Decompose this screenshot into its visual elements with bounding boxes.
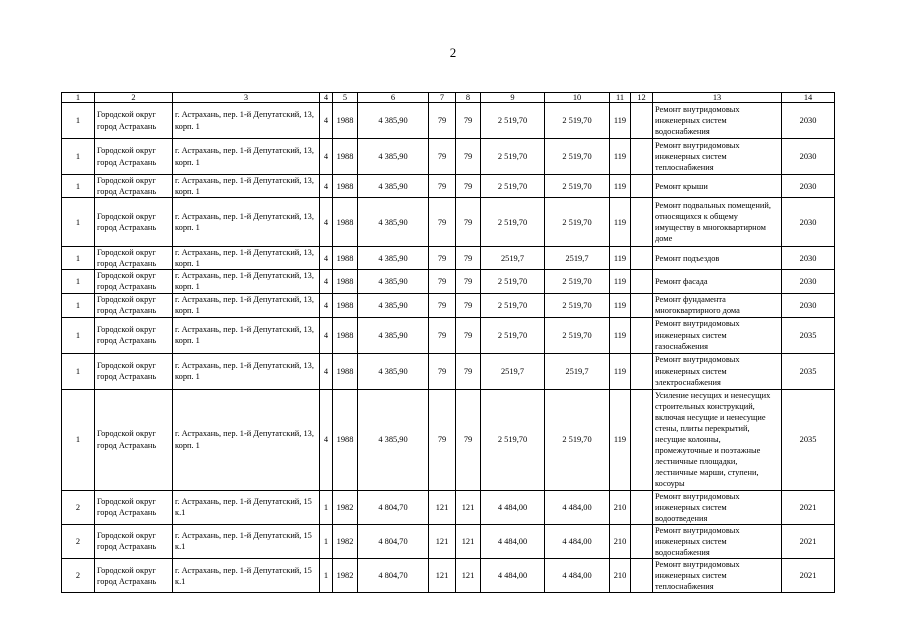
cell-floors: 1 — [320, 559, 333, 593]
cell-living-area: 2 519,70 — [481, 317, 545, 353]
cell-row-number: 1 — [62, 270, 95, 293]
cell-row-number: 1 — [62, 317, 95, 353]
cell-owners: 210 — [610, 524, 631, 558]
cell-living-area: 4 484,00 — [481, 490, 545, 524]
cell-col-12 — [631, 389, 653, 490]
cell-address: г. Астрахань, пер. 1-й Депутатский, 13, корп. 1 — [173, 317, 320, 353]
table-row — [62, 353, 835, 389]
table-header — [62, 93, 835, 103]
table-row — [62, 139, 835, 175]
cell-residents: 79 — [456, 389, 481, 490]
cell-address: г. Астрахань, пер. 1-й Депутатский, 13, корп. 1 — [173, 198, 320, 247]
cell-residents: 79 — [456, 353, 481, 389]
cell-work-type: Ремонт фундамента многоквартирного дома — [653, 293, 782, 317]
cell-floors: 4 — [320, 353, 333, 389]
cell-owners: 119 — [610, 247, 631, 270]
cell-year-planned: 2030 — [782, 175, 835, 198]
cell-total-area: 4 804,70 — [358, 559, 429, 593]
cell-year-built: 1982 — [333, 559, 358, 593]
cell-row-number: 1 — [62, 139, 95, 175]
cell-col-12 — [631, 247, 653, 270]
table-row — [62, 490, 835, 524]
column-header-13: 13 — [653, 93, 782, 103]
cell-work-type: Ремонт подъездов — [653, 247, 782, 270]
cell-premises-area: 4 484,00 — [545, 524, 610, 558]
cell-year-planned: 2030 — [782, 198, 835, 247]
cell-row-number: 1 — [62, 353, 95, 389]
cell-floors: 1 — [320, 524, 333, 558]
cell-residents: 79 — [456, 139, 481, 175]
cell-total-area: 4 385,90 — [358, 353, 429, 389]
cell-premises-area: 4 484,00 — [545, 490, 610, 524]
table-row — [62, 270, 835, 293]
cell-residents: 79 — [456, 198, 481, 247]
cell-premises-area: 2 519,70 — [545, 198, 610, 247]
cell-year-built: 1982 — [333, 524, 358, 558]
cell-municipality: Городской округ город Астрахань — [95, 317, 173, 353]
cell-total-area: 4 385,90 — [358, 389, 429, 490]
cell-residents: 79 — [456, 247, 481, 270]
table-row — [62, 247, 835, 270]
cell-address: г. Астрахань, пер. 1-й Депутатский, 13, корп. 1 — [173, 247, 320, 270]
cell-living-area: 2 519,70 — [481, 198, 545, 247]
cell-living-area: 2 519,70 — [481, 175, 545, 198]
cell-total-area: 4 385,90 — [358, 139, 429, 175]
cell-year-built: 1988 — [333, 198, 358, 247]
cell-premises-area: 2519,7 — [545, 247, 610, 270]
column-header-10: 10 — [545, 93, 610, 103]
cell-col-12 — [631, 524, 653, 558]
cell-residents: 121 — [456, 524, 481, 558]
table-row — [62, 317, 835, 353]
column-header-5: 5 — [333, 93, 358, 103]
cell-row-number: 2 — [62, 524, 95, 558]
cell-floors: 4 — [320, 317, 333, 353]
cell-year-built: 1988 — [333, 389, 358, 490]
cell-municipality: Городской округ город Астрахань — [95, 247, 173, 270]
table-row — [62, 175, 835, 198]
column-header-12: 12 — [631, 93, 653, 103]
cell-apartments: 121 — [429, 524, 456, 558]
cell-work-type: Ремонт внутридомовых инженерных систем водоснабжения — [653, 524, 782, 558]
cell-year-planned: 2021 — [782, 490, 835, 524]
cell-municipality: Городской округ город Астрахань — [95, 524, 173, 558]
cell-total-area: 4 385,90 — [358, 175, 429, 198]
cell-living-area: 2 519,70 — [481, 270, 545, 293]
cell-year-built: 1988 — [333, 103, 358, 139]
cell-total-area: 4 385,90 — [358, 270, 429, 293]
cell-living-area: 2 519,70 — [481, 293, 545, 317]
cell-owners: 119 — [610, 389, 631, 490]
column-header-8: 8 — [456, 93, 481, 103]
cell-living-area: 2 519,70 — [481, 103, 545, 139]
table-row — [62, 524, 835, 558]
cell-work-type: Ремонт внутридомовых инженерных систем водоотведения — [653, 490, 782, 524]
cell-apartments: 79 — [429, 270, 456, 293]
cell-total-area: 4 804,70 — [358, 490, 429, 524]
column-header-6: 6 — [358, 93, 429, 103]
cell-living-area: 2 519,70 — [481, 389, 545, 490]
cell-municipality: Городской округ город Астрахань — [95, 293, 173, 317]
cell-municipality: Городской округ город Астрахань — [95, 270, 173, 293]
table-row — [62, 293, 835, 317]
column-header-3: 3 — [173, 93, 320, 103]
table-row — [62, 559, 835, 593]
cell-work-type: Ремонт фасада — [653, 270, 782, 293]
cell-apartments: 79 — [429, 353, 456, 389]
cell-floors: 4 — [320, 247, 333, 270]
cell-premises-area: 2 519,70 — [545, 175, 610, 198]
cell-year-planned: 2030 — [782, 103, 835, 139]
cell-floors: 1 — [320, 490, 333, 524]
cell-work-type: Ремонт внутридомовых инженерных систем теплоснабжения — [653, 139, 782, 175]
cell-premises-area: 2 519,70 — [545, 293, 610, 317]
cell-col-12 — [631, 353, 653, 389]
cell-year-built: 1988 — [333, 247, 358, 270]
cell-year-planned: 2030 — [782, 270, 835, 293]
cell-col-12 — [631, 198, 653, 247]
cell-row-number: 2 — [62, 490, 95, 524]
cell-residents: 121 — [456, 559, 481, 593]
cell-floors: 4 — [320, 103, 333, 139]
cell-year-built: 1988 — [333, 270, 358, 293]
cell-total-area: 4 385,90 — [358, 247, 429, 270]
page-number: 2 — [449, 45, 457, 60]
cell-year-built: 1982 — [333, 490, 358, 524]
cell-municipality: Городской округ город Астрахань — [95, 389, 173, 490]
cell-owners: 210 — [610, 559, 631, 593]
cell-total-area: 4 385,90 — [358, 103, 429, 139]
cell-floors: 4 — [320, 175, 333, 198]
cell-apartments: 79 — [429, 139, 456, 175]
cell-year-planned: 2021 — [782, 559, 835, 593]
cell-year-planned: 2030 — [782, 247, 835, 270]
cell-premises-area: 2 519,70 — [545, 317, 610, 353]
cell-total-area: 4 804,70 — [358, 524, 429, 558]
cell-municipality: Городской округ город Астрахань — [95, 559, 173, 593]
cell-address: г. Астрахань, пер. 1-й Депутатский, 13, корп. 1 — [173, 103, 320, 139]
cell-living-area: 2 519,70 — [481, 139, 545, 175]
cell-row-number: 1 — [62, 103, 95, 139]
cell-row-number: 2 — [62, 559, 95, 593]
cell-row-number: 1 — [62, 389, 95, 490]
cell-floors: 4 — [320, 270, 333, 293]
cell-living-area: 4 484,00 — [481, 559, 545, 593]
cell-col-12 — [631, 490, 653, 524]
cell-residents: 79 — [456, 293, 481, 317]
cell-address: г. Астрахань, пер. 1-й Депутатский, 15 к.1 — [173, 559, 320, 593]
cell-year-planned: 2035 — [782, 353, 835, 389]
cell-premises-area: 2519,7 — [545, 353, 610, 389]
cell-work-type: Ремонт внутридомовых инженерных систем электроснабжения — [653, 353, 782, 389]
cell-address: г. Астрахань, пер. 1-й Депутатский, 13, корп. 1 — [173, 389, 320, 490]
cell-address: г. Астрахань, пер. 1-й Депутатский, 15 к.1 — [173, 490, 320, 524]
cell-municipality: Городской округ город Астрахань — [95, 198, 173, 247]
cell-year-planned: 2035 — [782, 389, 835, 490]
cell-apartments: 79 — [429, 175, 456, 198]
table-row — [62, 389, 835, 490]
cell-work-type: Усиление несущих и ненесущих строительных конструкций, включая несущие и ненесущие стены, плиты перекрытий, несущие колонны, промежуточные и поэтажные лестничные площадки, лестничные марши, ступени, косоуры — [653, 389, 782, 490]
cell-total-area: 4 385,90 — [358, 317, 429, 353]
column-header-1: 1 — [62, 93, 95, 103]
table-row — [62, 103, 835, 139]
cell-municipality: Городской округ город Астрахань — [95, 175, 173, 198]
cell-floors: 4 — [320, 198, 333, 247]
cell-premises-area: 4 484,00 — [545, 559, 610, 593]
cell-address: г. Астрахань, пер. 1-й Депутатский, 13, корп. 1 — [173, 270, 320, 293]
cell-year-built: 1988 — [333, 353, 358, 389]
cell-year-built: 1988 — [333, 317, 358, 353]
cell-owners: 119 — [610, 175, 631, 198]
cell-work-type: Ремонт внутридомовых инженерных систем теплоснабжения — [653, 559, 782, 593]
cell-apartments: 79 — [429, 389, 456, 490]
cell-apartments: 121 — [429, 490, 456, 524]
cell-apartments: 79 — [429, 293, 456, 317]
cell-premises-area: 2 519,70 — [545, 103, 610, 139]
cell-row-number: 1 — [62, 175, 95, 198]
column-header-14: 14 — [782, 93, 835, 103]
cell-owners: 119 — [610, 353, 631, 389]
column-header-11: 11 — [610, 93, 631, 103]
cell-owners: 119 — [610, 317, 631, 353]
cell-premises-area: 2 519,70 — [545, 139, 610, 175]
cell-residents: 79 — [456, 103, 481, 139]
cell-col-12 — [631, 175, 653, 198]
column-number-row — [62, 93, 835, 103]
cell-residents: 79 — [456, 270, 481, 293]
cell-owners: 119 — [610, 139, 631, 175]
cell-owners: 119 — [610, 198, 631, 247]
cell-year-built: 1988 — [333, 175, 358, 198]
cell-owners: 210 — [610, 490, 631, 524]
cell-row-number: 1 — [62, 247, 95, 270]
column-header-7: 7 — [429, 93, 456, 103]
cell-owners: 119 — [610, 293, 631, 317]
cell-address: г. Астрахань, пер. 1-й Депутатский, 13, корп. 1 — [173, 175, 320, 198]
cell-total-area: 4 385,90 — [358, 198, 429, 247]
cell-col-12 — [631, 103, 653, 139]
cell-apartments: 79 — [429, 247, 456, 270]
cell-row-number: 1 — [62, 198, 95, 247]
cell-col-12 — [631, 317, 653, 353]
cell-work-type: Ремонт внутридомовых инженерных систем газоснабжения — [653, 317, 782, 353]
cell-living-area: 4 484,00 — [481, 524, 545, 558]
cell-work-type: Ремонт подвальных помещений, относящихся к общему имуществу в многоквартирном доме — [653, 198, 782, 247]
cell-work-type: Ремонт внутридомовых инженерных систем водоснабжения — [653, 103, 782, 139]
cell-col-12 — [631, 270, 653, 293]
cell-apartments: 79 — [429, 198, 456, 247]
cell-year-planned: 2035 — [782, 317, 835, 353]
cell-year-planned: 2030 — [782, 293, 835, 317]
cell-address: г. Астрахань, пер. 1-й Депутатский, 13, корп. 1 — [173, 139, 320, 175]
cell-year-built: 1988 — [333, 139, 358, 175]
column-header-2: 2 — [95, 93, 173, 103]
cell-residents: 79 — [456, 175, 481, 198]
cell-year-built: 1988 — [333, 293, 358, 317]
cell-col-12 — [631, 139, 653, 175]
column-header-4: 4 — [320, 93, 333, 103]
cell-floors: 4 — [320, 293, 333, 317]
cell-municipality: Городской округ город Астрахань — [95, 103, 173, 139]
table-row — [62, 198, 835, 247]
cell-row-number: 1 — [62, 293, 95, 317]
cell-year-planned: 2030 — [782, 139, 835, 175]
cell-municipality: Городской округ город Астрахань — [95, 139, 173, 175]
cell-col-12 — [631, 559, 653, 593]
cell-floors: 4 — [320, 389, 333, 490]
cell-col-12 — [631, 293, 653, 317]
cell-living-area: 2519,7 — [481, 247, 545, 270]
cell-address: г. Астрахань, пер. 1-й Депутатский, 13, корп. 1 — [173, 353, 320, 389]
cell-municipality: Городской округ город Астрахань — [95, 353, 173, 389]
cell-apartments: 79 — [429, 317, 456, 353]
cell-total-area: 4 385,90 — [358, 293, 429, 317]
repair-program-table — [61, 92, 835, 593]
cell-municipality: Городской округ город Астрахань — [95, 490, 173, 524]
column-header-9: 9 — [481, 93, 545, 103]
cell-year-planned: 2021 — [782, 524, 835, 558]
cell-apartments: 79 — [429, 103, 456, 139]
cell-premises-area: 2 519,70 — [545, 389, 610, 490]
cell-residents: 79 — [456, 317, 481, 353]
cell-living-area: 2519,7 — [481, 353, 545, 389]
cell-residents: 121 — [456, 490, 481, 524]
cell-owners: 119 — [610, 270, 631, 293]
cell-address: г. Астрахань, пер. 1-й Депутатский, 13, корп. 1 — [173, 293, 320, 317]
cell-work-type: Ремонт крыши — [653, 175, 782, 198]
cell-apartments: 121 — [429, 559, 456, 593]
cell-owners: 119 — [610, 103, 631, 139]
cell-floors: 4 — [320, 139, 333, 175]
cell-address: г. Астрахань, пер. 1-й Депутатский, 15 к.1 — [173, 524, 320, 558]
cell-premises-area: 2 519,70 — [545, 270, 610, 293]
table-body — [62, 103, 835, 593]
